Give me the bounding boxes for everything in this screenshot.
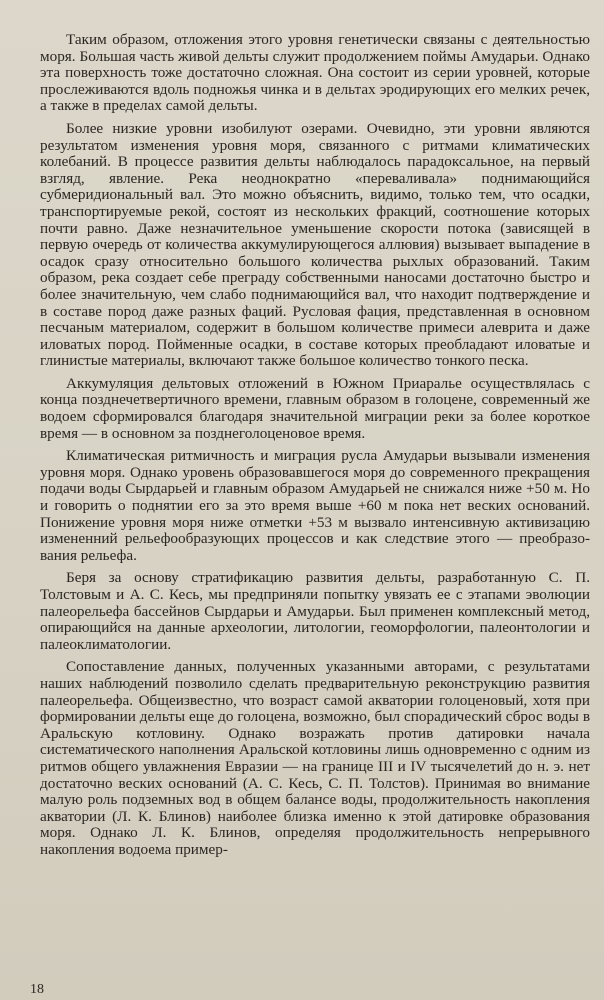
paragraph-5: Беря за основу стратификацию развития дельты, разработанную С. П. Толстовым и А. С. Кесь, мы предприняли попытку увязать ее с этапами эволюции палеорельефа бассейнов Сырдарьи и Амударьи. Был применен комплексный метод, опирающийся на данные археологии, литологии, геоморфологии, палеонтологии и палеоклиматологии.	[40, 569, 590, 653]
paragraph-1: Таким образом, отложения этого уровня генетически связаны с деятельностью моря. Большая часть живой дельты служит продолжением поймы Амударьи. Однако эта поверхность тоже достаточно сложная. Она состоит из серии уровней, которые прослеживаются вдоль подножья чинка и в дельтах эродирующих его мелких речек, а также в пределах самой дельты.	[40, 31, 590, 115]
paragraph-2: Более низкие уровни изобилуют озерами. Очевидно, эти уровни являются результатом изменения уровня моря, связанного с ритмами климатических колебаний. В процессе развития дельты наблюдалось парадоксальное, на первый взгляд, явление. Река неоднократно «переваливала» поднимающийся субмеридиональный вал. Это можно объяснить, видимо, только тем, что осадки, транспортируемые рекой, состоят из нескольких фракций, соотношение которых почти равно. Даже незначительное уменьшение скорости потока (зависящей в первую очередь от количества аккумулирующегося аллювия) вызывает выпадение в осадок сразу относительно большого количества рыхлых образований. Таким образом, река создает себе преграду собственными наносами достаточно быстро и более значительную, чем слабо поднимающийся вал, что находит подтверждение и в составе пород даже разных фаций. Русловая фация, представленная в основном песчаным материалом, содержит в большом количестве примеси алеврита и даже иловатых пород. Пойменные осадки, в составе которых преобладают иловатые и глинистые материалы, включают также большое количество тонкого песка.	[40, 119, 590, 370]
page-number: 18	[30, 982, 44, 997]
paragraph-6: Сопоставление данных, полученных указанными авторами, с результатами наших наблюдений позволило сделать предварительную реконструкцию развития палеорельефа. Общеизвестно, что возраст самой акватории голоценовый, хотя при формировании дельты еще до голоцена, возможно, был спорадический сброс воды в Аральскую котловину. Однако возражать против датировки начала систематического наполнения Аральской котловины лишь одновременно с одним из ритмов общего увлажнения Евразии — на границе III и IV тысячелетий до н. э. нет достаточно веских оснований (А. С. Кесь, С. П. Толстов). Принимая во внимание малую роль подземных вод в общем балансе воды, продолжительность накопления акватории (Л. К. Блинов) наиболее близка именно к этой датировке образования моря. Однако Л. К. Блинов, определяя продолжительность непрерывного накопления водоема пример-	[40, 658, 590, 858]
paragraph-4: Климатическая ритмичность и миграция русла Амударьи вызывали изменения уровня моря. Однако уровень образовавшегося моря до современного прекращения подачи воды Сырдарьей и главным образом Амударьей не снижался ниже +50 м. Но и говорить о поднятии его за это время выше +60 м пока нет веских оснований. Понижение уровня моря ниже отметки +53 м вызвало интенсивную активизацию измененний рельефообразующих процессов и как следствие этого — преобразования рельефа.	[40, 447, 590, 564]
paragraph-3: Аккумуляция дельтовых отложений в Южном Приаралье осуществлялась с конца позднечетвертичного времени, главным образом в голоцене, современный же водоем сформировался благодаря значительной миграции реки за более короткое время — в основном за позднеголоценовое время.	[40, 374, 590, 442]
